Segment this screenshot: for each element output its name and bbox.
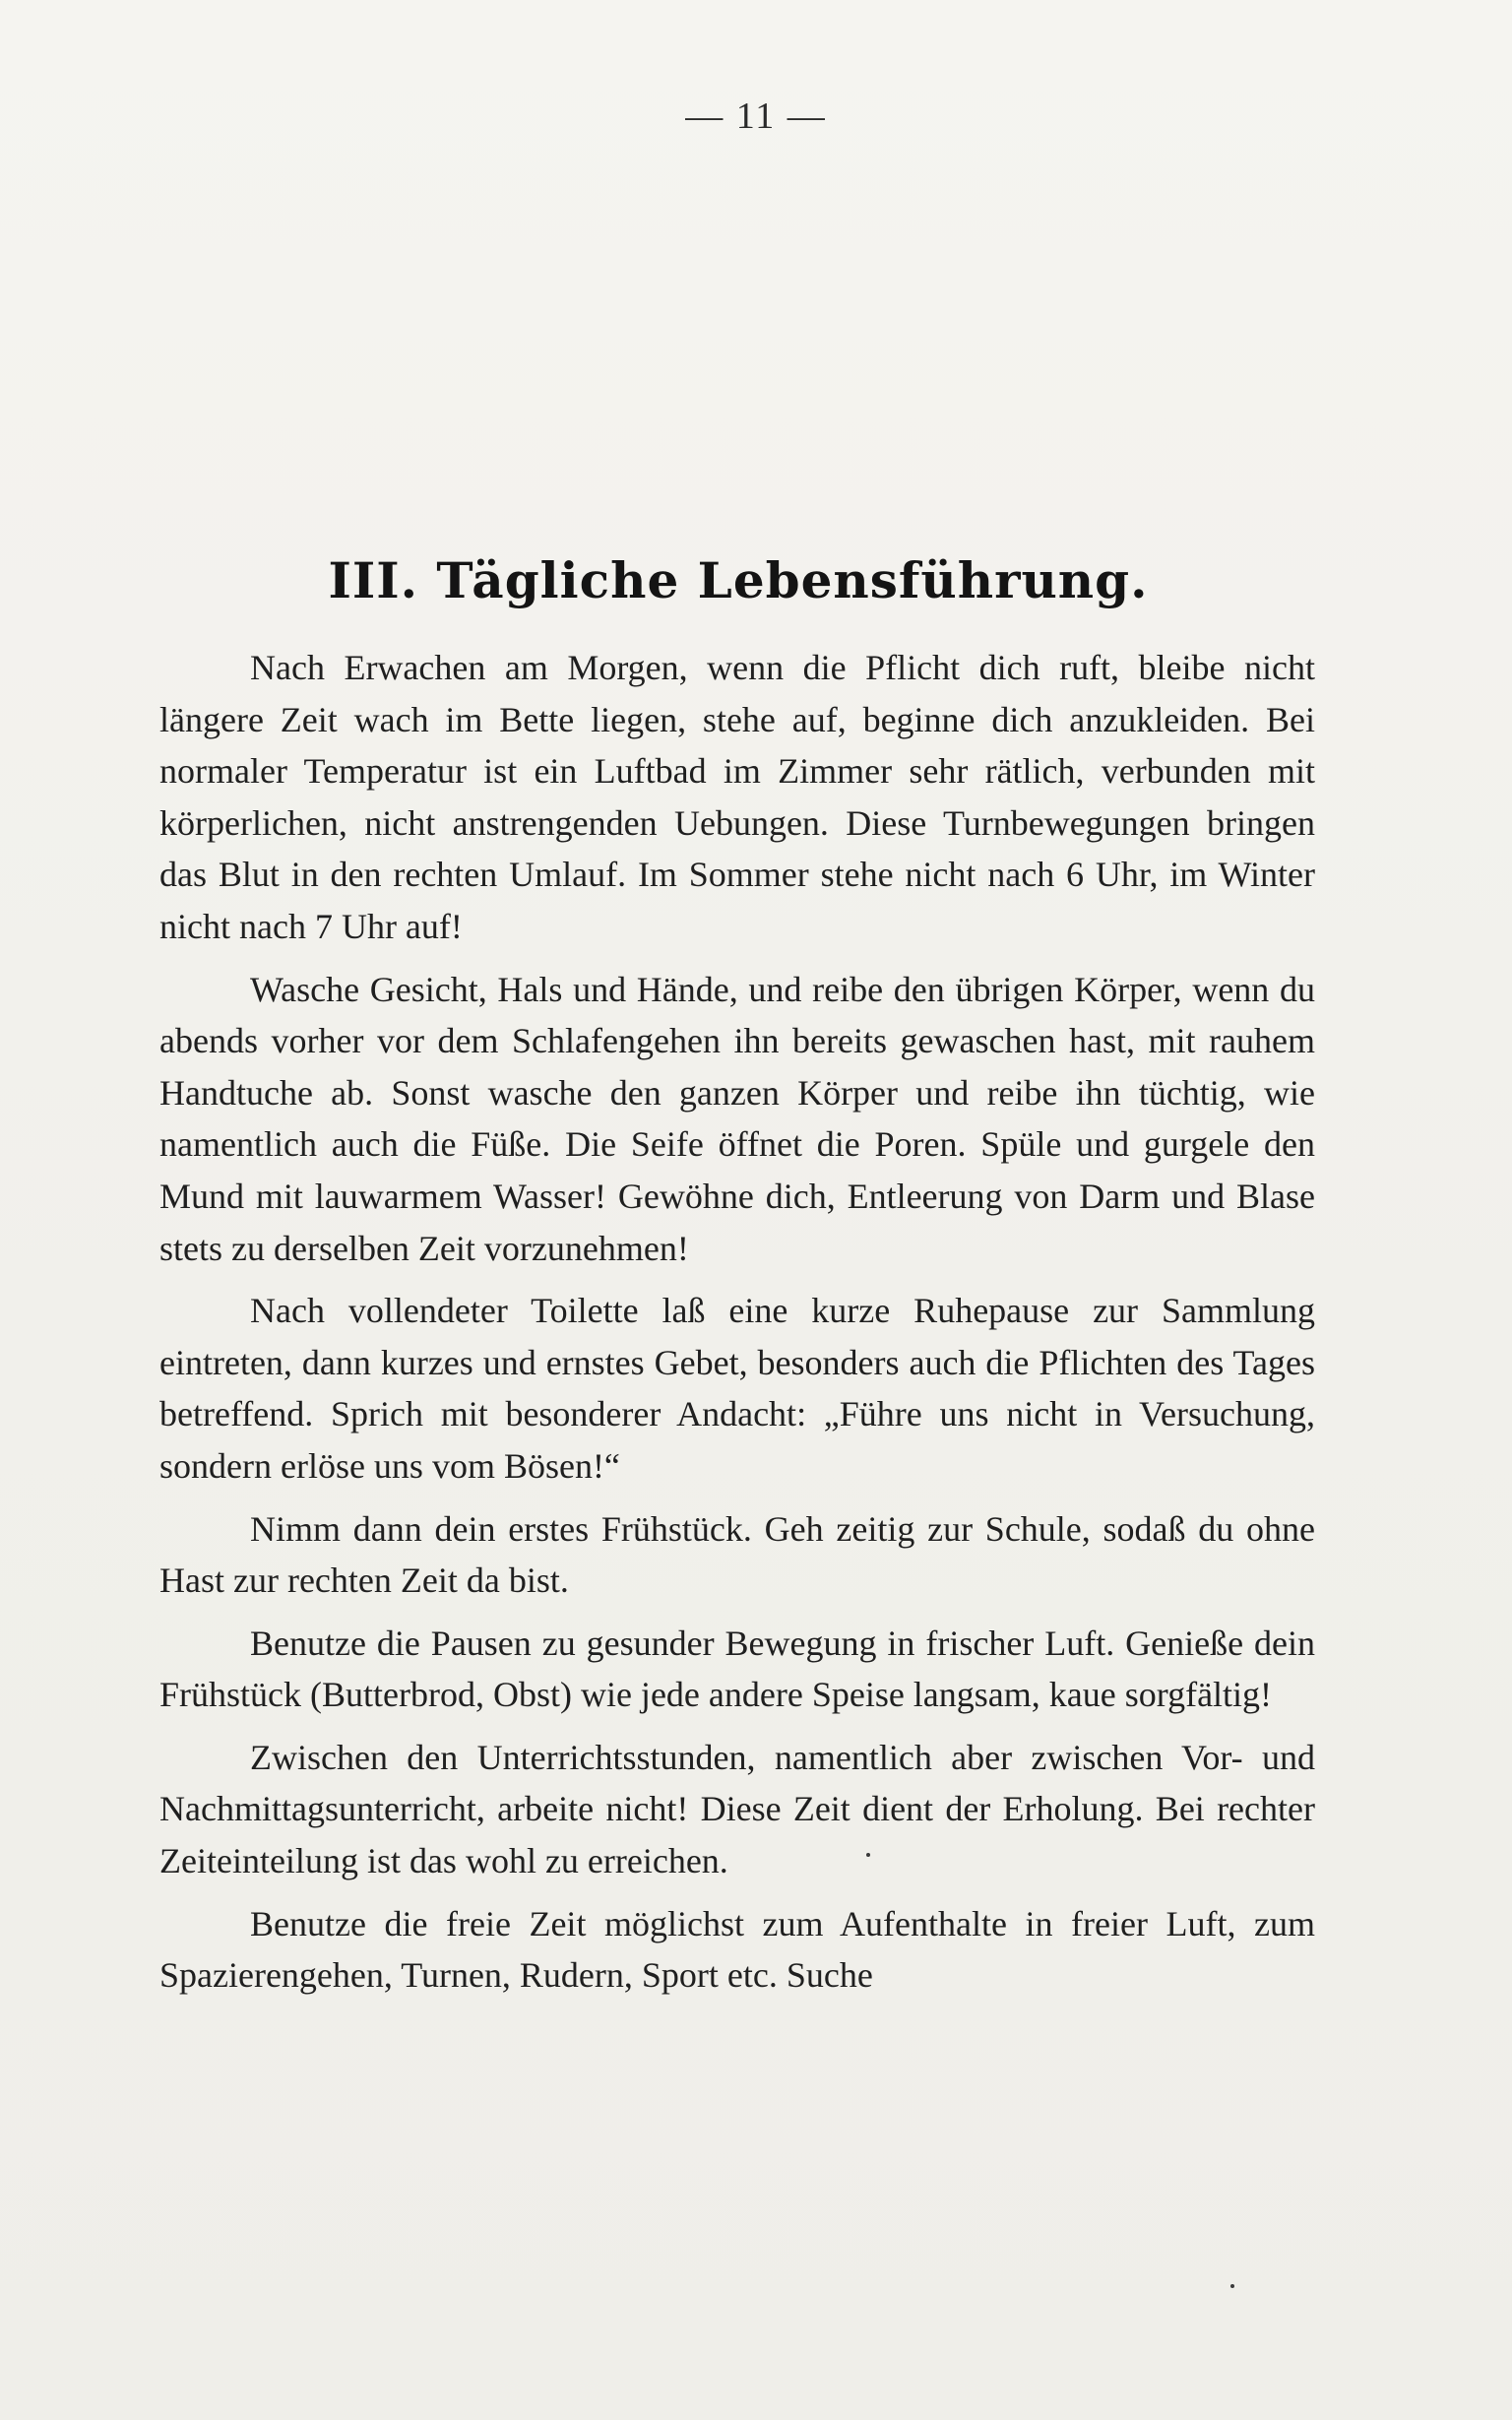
paragraph-breaks: Benutze die Pausen zu gesunder Bewegung in frischer Luft. Genieße dein Frühstück (Butterbrod, Obst) wie jede andere Speise langsam, kaue sorgfältig! (159, 1623, 1315, 1715)
page-number: — 11 — (685, 96, 827, 137)
chapter-title: III. Tägliche Lebensführung. (328, 551, 1149, 609)
paragraph-free-time: Benutze die freie Zeit möglichst zum Aufenthalte in freier Luft, zum Spazierengehen, Turnen, Rudern, Sport etc. Suche (159, 1903, 1315, 1996)
paper-speck (866, 1853, 870, 1857)
paragraph-rest: Zwischen den Unterrichtsstunden, namentlich aber zwischen Vor- und Nachmittagsunterricht, arbeite nicht! Diese Zeit dient der Erholung. Bei rechter Zeiteinteilung ist das wohl zu erreichen. (159, 1737, 1315, 1881)
paper-speck (1230, 2284, 1234, 2288)
paragraph-washing: Wasche Gesicht, Hals und Hände, und reibe den übrigen Körper, wenn du abends vorher vor dem Schlafengehen ihn bereits gewaschen hast, mit rauhem Handtuche ab. Sonst wasche den ganzen Körper und reibe ihn tüchtig, wie namentlich auch die Füße. Die Seife öffnet die Poren. Spüle und gurgele den Mund mit lauwarmem Wasser! Gewöhne dich, Entleerung von Darm und Blase stets zu derselben Zeit vorzunehmen! (159, 969, 1315, 1268)
chapter-body (159, 642, 1315, 2012)
paragraph-waking: Nach Erwachen am Morgen, wenn die Pflicht dich ruft, bleibe nicht längere Zeit wach im Bette liegen, stehe auf, beginne dich anzukleiden. Bei normaler Temperatur ist ein Luftbad im Zimmer sehr rätlich, verbunden mit körperlichen, nicht anstrengenden Uebungen. Diese Turnbewegungen bringen das Blut in den rechten Umlauf. Im Sommer stehe nicht nach 6 Uhr, im Winter nicht nach 7 Uhr auf! (159, 648, 1315, 946)
paragraph-prayer: Nach vollendeter Toilette laß eine kurze Ruhepause zur Sammlung eintreten, dann kurzes und ernstes Gebet, besonders auch die Pflichten des Tages betreffend. Sprich mit besonderer Andacht: „Führe uns nicht in Versuchung, sondern erlöse uns vom Bösen!“ (159, 1291, 1315, 1486)
paragraph-breakfast: Nimm dann dein erstes Frühstück. Geh zeitig zur Schule, sodaß du ohne Hast zur rechten Zeit da bist. (159, 1508, 1315, 1601)
